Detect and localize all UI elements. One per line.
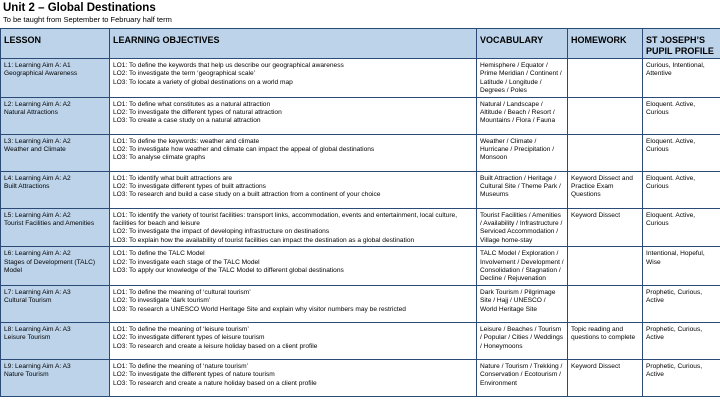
lesson-title: Built Attractions bbox=[4, 183, 50, 191]
col-header-homework: HOMEWORK bbox=[568, 29, 643, 59]
header-row bbox=[1, 29, 720, 59]
vocabulary-cell: Nature / Tourism / Trekking / Conservation / Ecotourism / Environment bbox=[477, 359, 568, 396]
page-subtitle: To be taught from September to February half term bbox=[3, 15, 172, 24]
objective-line: LO3: To research a UNESCO World Heritage Site and explain why visitor numbers may be restricted bbox=[113, 305, 406, 313]
homework-cell: Keyword Dissect bbox=[568, 208, 643, 247]
lesson-code: L3: Learning Aim A: A2 bbox=[4, 137, 71, 145]
homework-cell: Keyword Dissect bbox=[568, 359, 643, 396]
lesson-title: Leisure Tourism bbox=[4, 334, 51, 342]
objective-line: LO1: To define the meaning of ‘cultural tourism’ bbox=[113, 288, 251, 296]
objective-line: LO2: To investigate the different types of natural attraction bbox=[113, 109, 282, 117]
homework-cell bbox=[568, 134, 643, 171]
objective-line: LO1: To define what constitutes as a natural attraction bbox=[113, 100, 271, 108]
col-header-pupil-profile: ST JOSEPH’S PUPIL PROFILE bbox=[643, 29, 720, 59]
objective-line: LO2: To investigate how weather and climate can impact the appeal of global destinations bbox=[113, 146, 375, 154]
lesson-code: L2: Learning Aim A: A2 bbox=[4, 100, 71, 108]
pupil-profile-cell: Eloquent. Active, Curious bbox=[643, 97, 720, 134]
vocabulary-cell: Natural / Landscape / Altitude / Beach / Resort / Mountains / Flora / Fauna bbox=[477, 97, 568, 134]
table-row bbox=[1, 171, 720, 208]
objective-line: LO3: To analyse climate graphs bbox=[113, 154, 206, 162]
objective-line: LO3: To apply our knowledge of the TALC Model to different global destinations bbox=[113, 267, 344, 275]
objective-line: LO1: To define the meaning of ‘leisure tourism’ bbox=[113, 325, 249, 333]
lesson-title: Natural Attractions bbox=[4, 109, 58, 117]
objectives-cell bbox=[110, 59, 477, 98]
objective-line: LO3: To explain how the availability of tourist facilities can impact the destination as a global destination bbox=[113, 236, 415, 244]
lesson-cell bbox=[1, 134, 110, 171]
pupil-profile-cell: Prophetic, Curious, Active bbox=[643, 285, 720, 322]
pupil-profile-cell: Prophetic, Curious, Active bbox=[643, 322, 720, 359]
objectives-cell bbox=[110, 134, 477, 171]
objective-line: LO3: To research and build a case study on a built attraction from a continent of your choice bbox=[113, 191, 381, 199]
col-header-lesson: LESSON bbox=[1, 29, 110, 59]
table-row bbox=[1, 247, 720, 286]
lesson-title: Stages of Development (TALC) Model bbox=[4, 258, 96, 275]
objectives-cell bbox=[110, 208, 477, 247]
objective-line: LO1: To define the keywords: weather and climate bbox=[113, 137, 260, 145]
homework-cell bbox=[568, 97, 643, 134]
lesson-cell bbox=[1, 97, 110, 134]
pupil-profile-cell: Eloquent. Active, Curious bbox=[643, 134, 720, 171]
homework-cell bbox=[568, 59, 643, 98]
vocabulary-cell: Dark Tourism / Pilgrimage Site / Hajj / UNESCO / World Heritage Site bbox=[477, 285, 568, 322]
lesson-cell bbox=[1, 322, 110, 359]
lesson-code: L4: Learning Aim A: A2 bbox=[4, 174, 71, 182]
objectives-cell bbox=[110, 97, 477, 134]
vocabulary-cell: TALC Model / Exploration / Involvement / Development / Consolidation / Stagnation / Decline / Rejuvenation bbox=[477, 247, 568, 286]
lesson-cell bbox=[1, 285, 110, 322]
lesson-code: L1: Learning Aim A: A1 bbox=[4, 62, 71, 69]
lesson-title: Cultural Tourism bbox=[4, 297, 52, 305]
table-row bbox=[1, 285, 720, 322]
lesson-title: Nature Tourism bbox=[4, 371, 49, 379]
objective-line: LO3: To locate a variety of global destinations on a world map bbox=[113, 78, 293, 86]
pupil-profile-cell: Prophetic, Curious, Active bbox=[643, 359, 720, 396]
lesson-code: L6: Learning Aim A: A2 bbox=[4, 250, 71, 258]
pupil-profile-cell: Eloquent. Active, Curious bbox=[643, 171, 720, 208]
col-header-objectives: LEARNING OBJECTIVES bbox=[110, 29, 477, 59]
homework-cell: Keyword Dissect and Practice Exam Questions bbox=[568, 171, 643, 208]
lesson-title: Tourist Facilities and Amenities bbox=[4, 220, 95, 228]
objective-line: LO2: To investigate each stage of the TALC Model bbox=[113, 258, 260, 266]
objectives-cell bbox=[110, 171, 477, 208]
page-title: Unit 2 – Global Destinations bbox=[3, 2, 156, 14]
table-row bbox=[1, 134, 720, 171]
homework-cell bbox=[568, 247, 643, 286]
lesson-cell bbox=[1, 247, 110, 286]
objective-line: LO2: To investigate the impact of developing infrastructure on destinations bbox=[113, 228, 330, 236]
objective-line: LO1: To define the TALC Model bbox=[113, 250, 205, 258]
objective-line: LO1: To define the meaning of ‘nature tourism’ bbox=[113, 362, 249, 370]
lesson-title: Geographical Awareness bbox=[4, 70, 78, 78]
lesson-cell bbox=[1, 171, 110, 208]
lesson-cell bbox=[1, 208, 110, 247]
objective-line: LO3: To research and create a nature holiday based on a client profile bbox=[113, 379, 317, 387]
objectives-cell bbox=[110, 359, 477, 396]
lesson-title: Weather and Climate bbox=[4, 146, 66, 154]
objective-line: LO2: To investigate the different types of nature tourism bbox=[113, 371, 275, 379]
vocabulary-cell: Tourist Facilities / Amenities / Availability / Infrastructure / Serviced Accommodation / Village home-stay bbox=[477, 208, 568, 247]
lesson-code: L8: Learning Aim A: A3 bbox=[4, 325, 71, 333]
pupil-profile-cell: Intentional, Hopeful, Wise bbox=[643, 247, 720, 286]
vocabulary-cell: Built Attraction / Heritage / Cultural Site / Theme Park / Museums bbox=[477, 171, 568, 208]
scheme-of-work-table bbox=[0, 28, 720, 397]
table-row bbox=[1, 97, 720, 134]
homework-cell: Topic reading and questions to complete bbox=[568, 322, 643, 359]
objective-line: LO1: To identify what built attractions are bbox=[113, 174, 232, 182]
objective-line: LO1: To define the keywords that help us describe our geographical awareness bbox=[113, 62, 344, 69]
lesson-code: L9: Learning Aim A: A3 bbox=[4, 362, 71, 370]
lesson-cell bbox=[1, 359, 110, 396]
pupil-profile-cell: Eloquent. Active, Curious bbox=[643, 208, 720, 247]
objectives-cell bbox=[110, 285, 477, 322]
table-row bbox=[1, 359, 720, 396]
objective-line: LO2: To investigate different types of built attractions bbox=[113, 183, 266, 191]
objectives-cell bbox=[110, 322, 477, 359]
homework-cell bbox=[568, 285, 643, 322]
table-row bbox=[1, 208, 720, 247]
objective-line: LO2: To investigate ‘dark tourism’ bbox=[113, 297, 211, 305]
lesson-code: L5: Learning Aim A: A2 bbox=[4, 211, 71, 219]
col-header-vocabulary: VOCABULARY bbox=[477, 29, 568, 59]
objective-line: LO2: To investigate the term ‘geographical scale’ bbox=[113, 70, 256, 78]
objectives-cell bbox=[110, 247, 477, 286]
lesson-code: L7: Learning Aim A: A3 bbox=[4, 288, 71, 296]
vocabulary-cell: Weather / Climate / Hurricane / Precipitation / Monsoon bbox=[477, 134, 568, 171]
objective-line: LO1: To identify the variety of tourist facilities: transport links, accommodation, events and entertainment, local culture, facilities for beach and leisure bbox=[113, 211, 458, 228]
lesson-cell bbox=[1, 59, 110, 98]
objective-line: LO2: To investigate different types of leisure tourism bbox=[113, 334, 265, 342]
table-row bbox=[1, 59, 720, 98]
objective-line: LO3: To research and create a leisure holiday based on a client profile bbox=[113, 342, 318, 350]
pupil-profile-cell: Curious, Intentional, Attentive bbox=[643, 59, 720, 98]
vocabulary-cell: Hemisphere / Equator / Prime Meridian / Continent / Latitude / Longitude / Degrees / Poles bbox=[477, 59, 568, 98]
objective-line: LO3: To create a case study on a natural attraction bbox=[113, 117, 261, 125]
table-row bbox=[1, 322, 720, 359]
vocabulary-cell: Leisure / Beaches / Tourism / Popular / Cities / Weddings / Honeymoons bbox=[477, 322, 568, 359]
